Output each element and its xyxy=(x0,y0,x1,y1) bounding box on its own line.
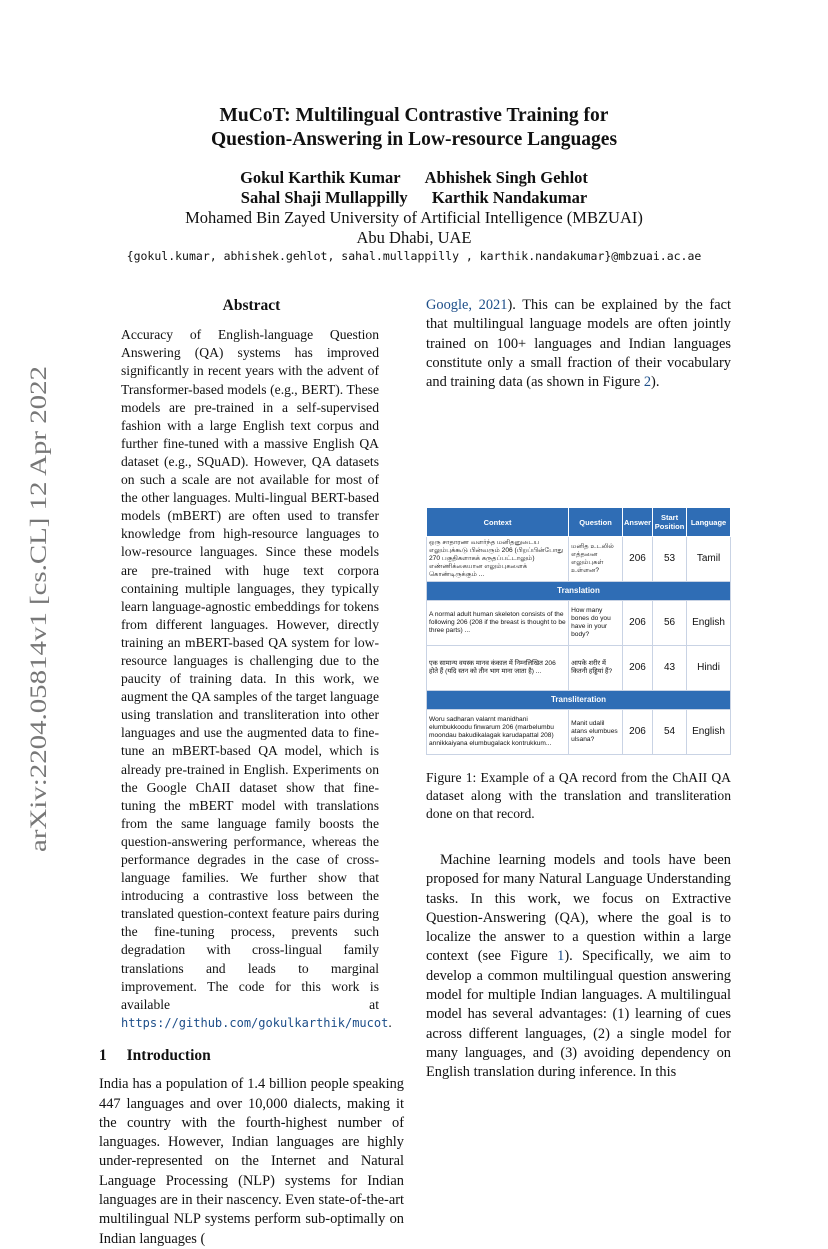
answer-cell: 206 xyxy=(622,537,652,582)
location: Abu Dhabi, UAE xyxy=(356,228,472,247)
author-name: Gokul Karthik Kumar xyxy=(240,168,401,187)
author-row-1 xyxy=(110,168,718,188)
author-name: Karthik Nandakumar xyxy=(431,188,588,207)
table-row xyxy=(427,537,731,582)
question-cell: Manit udalil atans elumbues ulsana? xyxy=(569,710,623,755)
intro-paragraph-1-start xyxy=(99,1075,404,1249)
affiliation: Mohamed Bin Zayed University of Artificial Intelligence (MBZUAI) xyxy=(185,208,643,227)
column-header: Start Position xyxy=(653,508,687,537)
author-row-2 xyxy=(110,188,718,208)
section-row xyxy=(427,582,731,601)
language-cell: Tamil xyxy=(687,537,731,582)
section-heading xyxy=(99,1046,404,1065)
column-header: Answer xyxy=(622,508,652,537)
title-line-2: Question-Answering in Low-resource Languages xyxy=(210,129,618,150)
context-cell: Woru sadharan valarnt manidhani elumbukkoodu finwarum 206 (marbelumbu moondau bakudikalagak karudapattal 208) annikkaiyana elumbugalack kontrukkum... xyxy=(427,710,569,755)
question-cell: How many bones do you have in your body? xyxy=(569,601,623,646)
section-row xyxy=(427,691,731,710)
figure-ref-link[interactable]: 2 xyxy=(643,374,652,391)
abstract-heading: Abstract xyxy=(222,297,281,314)
intro-text: ). xyxy=(651,374,660,391)
arxiv-stamp xyxy=(16,364,56,854)
column-header: Language xyxy=(687,508,731,537)
abstract-end: . xyxy=(388,1014,392,1030)
author-name: Sahal Shaji Mullappilly xyxy=(240,188,408,207)
section-label: Translation xyxy=(427,582,731,601)
figure-ref-link[interactable]: 1 xyxy=(557,948,565,965)
start-cell: 43 xyxy=(653,646,687,691)
author-emails: {gokul.kumar, abhishek.gehlot, sahal.mullappilly , karthik.nandakumar}@mbzuai.ac.ae xyxy=(126,249,702,263)
table-row xyxy=(427,646,731,691)
table-header-row xyxy=(427,508,731,537)
context-cell: A normal adult human skeleton consists of the following 206 (208 if the breast is thought to be three parts) ... xyxy=(427,601,569,646)
column-header: Question xyxy=(569,508,623,537)
section-number: 1 xyxy=(99,1046,107,1064)
arxiv-id: arXiv:2204.05814v1 [cs.CL] 12 Apr 2022 xyxy=(26,464,51,852)
abstract-body xyxy=(121,326,392,1032)
abstract-text: Accuracy of English-language Question Answering (QA) systems has improved significantly in recent years with the advent of Transformer-based models (e.g., BERT). These models are pre-trained in a self-supervised fashion with a large English text corpus and further fine-tuned with a massive English QA dataset (e.g., SQuAD). However, QA datasets on such a scale are not available for most of the other languages. Multi-lingual BERT-based models (mBERT) are often used to transfer knowledge from high-resource languages to low-resource languages. Since these models are pre-trained with huge text corpora containing multiple languages, they typically learn language-agnostic embeddings for tokens from different languages. However, directly training an mBERT-based QA system for low-resource languages is challenging due to the paucity of training data. In this work, we augment the QA samples of the target language using translation and transliteration into other languages and use the augmented data to fine-tune an mBERT-based QA model, which is already pre-trained in English. Experiments on the Google ChAII dataset show that fine-tuning the mBERT model with translations from the same language family boosts the question-answering performance, whereas the performance degrades in the case of cross-language families. We further show that introducing a contrastive loss between the translated question-context feature pairs during the fine-tuning process, prevents such degradation with cross-lingual family translations and leads to marginal improvement. The code for this work is available at xyxy=(121,327,379,1012)
qa-example-table xyxy=(426,507,731,755)
answer-cell: 206 xyxy=(622,601,652,646)
author-block xyxy=(110,168,718,248)
column-header: Context xyxy=(427,508,569,537)
context-cell: एक सामान्य वयस्क मानव कंकाल में निम्नलिखित 206 होते हैं (यदि स्तन को तीन भाग माना जाता है) ... xyxy=(427,646,569,691)
title-line-1: MuCoT: Multilingual Contrastive Training for xyxy=(219,105,609,126)
language-cell: English xyxy=(687,710,731,755)
answer-cell: 206 xyxy=(622,646,652,691)
intro-text: India has a population of 1.4 billion people speaking 447 languages and over 10,000 dialects, making it the country with the fourth-highest number of languages. However, Indian languages are highly under-represented on the Internet and Natural Language Processing (NLP) systems for Indian languages are in their nascency. Even state-of-the-art multilingual NLP systems perform sub-optimally on Indian languages ( xyxy=(99,1076,404,1247)
start-cell: 53 xyxy=(653,537,687,582)
start-cell: 54 xyxy=(653,710,687,755)
citation-link[interactable]: Google, 2021 xyxy=(426,297,508,313)
figure-1 xyxy=(426,507,731,823)
table-row xyxy=(427,601,731,646)
section-label: Transliteration xyxy=(427,691,731,710)
code-link[interactable]: https://github.com/gokulkarthik/mucot xyxy=(121,1015,389,1030)
section-title: Introduction xyxy=(126,1046,211,1064)
author-name: Abhishek Singh Gehlot xyxy=(424,168,588,187)
right-column xyxy=(426,296,731,392)
question-cell: மனித உடலில் எத்தனை எலும்புகள் உள்ளன? xyxy=(569,537,623,582)
context-cell: ஒரு சாதாரண வளர்ந்த மனிதனுடைய எலும்புக்கூடு பின்வரும் 206 (பிறப்பின்போது 270 பகுதிகளாகக் கருதப்பட்டாலும்) எண்ணிக்கையான எலும்புகளைக் கொண்டிருக்கும் ... xyxy=(427,537,569,582)
paper-title xyxy=(110,104,718,152)
intro-text: ). This can be explained by the fact that multilingual language models are often jointly trained on 100+ languages and Indian languages constitute only a small fraction of their vocabulary and training data (as shown in Figure xyxy=(426,297,731,391)
paragraph-text xyxy=(426,851,731,1083)
language-cell: English xyxy=(687,601,731,646)
answer-cell: 206 xyxy=(622,710,652,755)
intro-text: ). Specifically, we aim to develop a common multilingual question answering model for multiple Indian languages. A multilingual model has several advantages: (1) learning of cues across different languages, (2) a single model for many languages, and (3) avoiding dependency on English translation during inference. In this xyxy=(426,948,731,1081)
intro-paragraph-2 xyxy=(426,851,731,1083)
table-row xyxy=(427,710,731,755)
start-cell: 56 xyxy=(653,601,687,646)
question-cell: आपके शरीर में कितनी हड्डियां हैं? xyxy=(569,646,623,691)
intro-text: Machine learning models and tools have been proposed for many Natural Language Understanding tasks. In this work, we focus on Extractive Question-Answering (QA), where the goal is to localize the answer to a question within a large context (see Figure xyxy=(426,852,731,965)
language-cell: Hindi xyxy=(687,646,731,691)
left-column xyxy=(99,296,404,1249)
figure-caption: Figure 1: Example of a QA record from the ChAII QA dataset along with the translation and transliteration done on that record. xyxy=(426,770,731,821)
intro-paragraph-1-cont xyxy=(426,296,731,392)
